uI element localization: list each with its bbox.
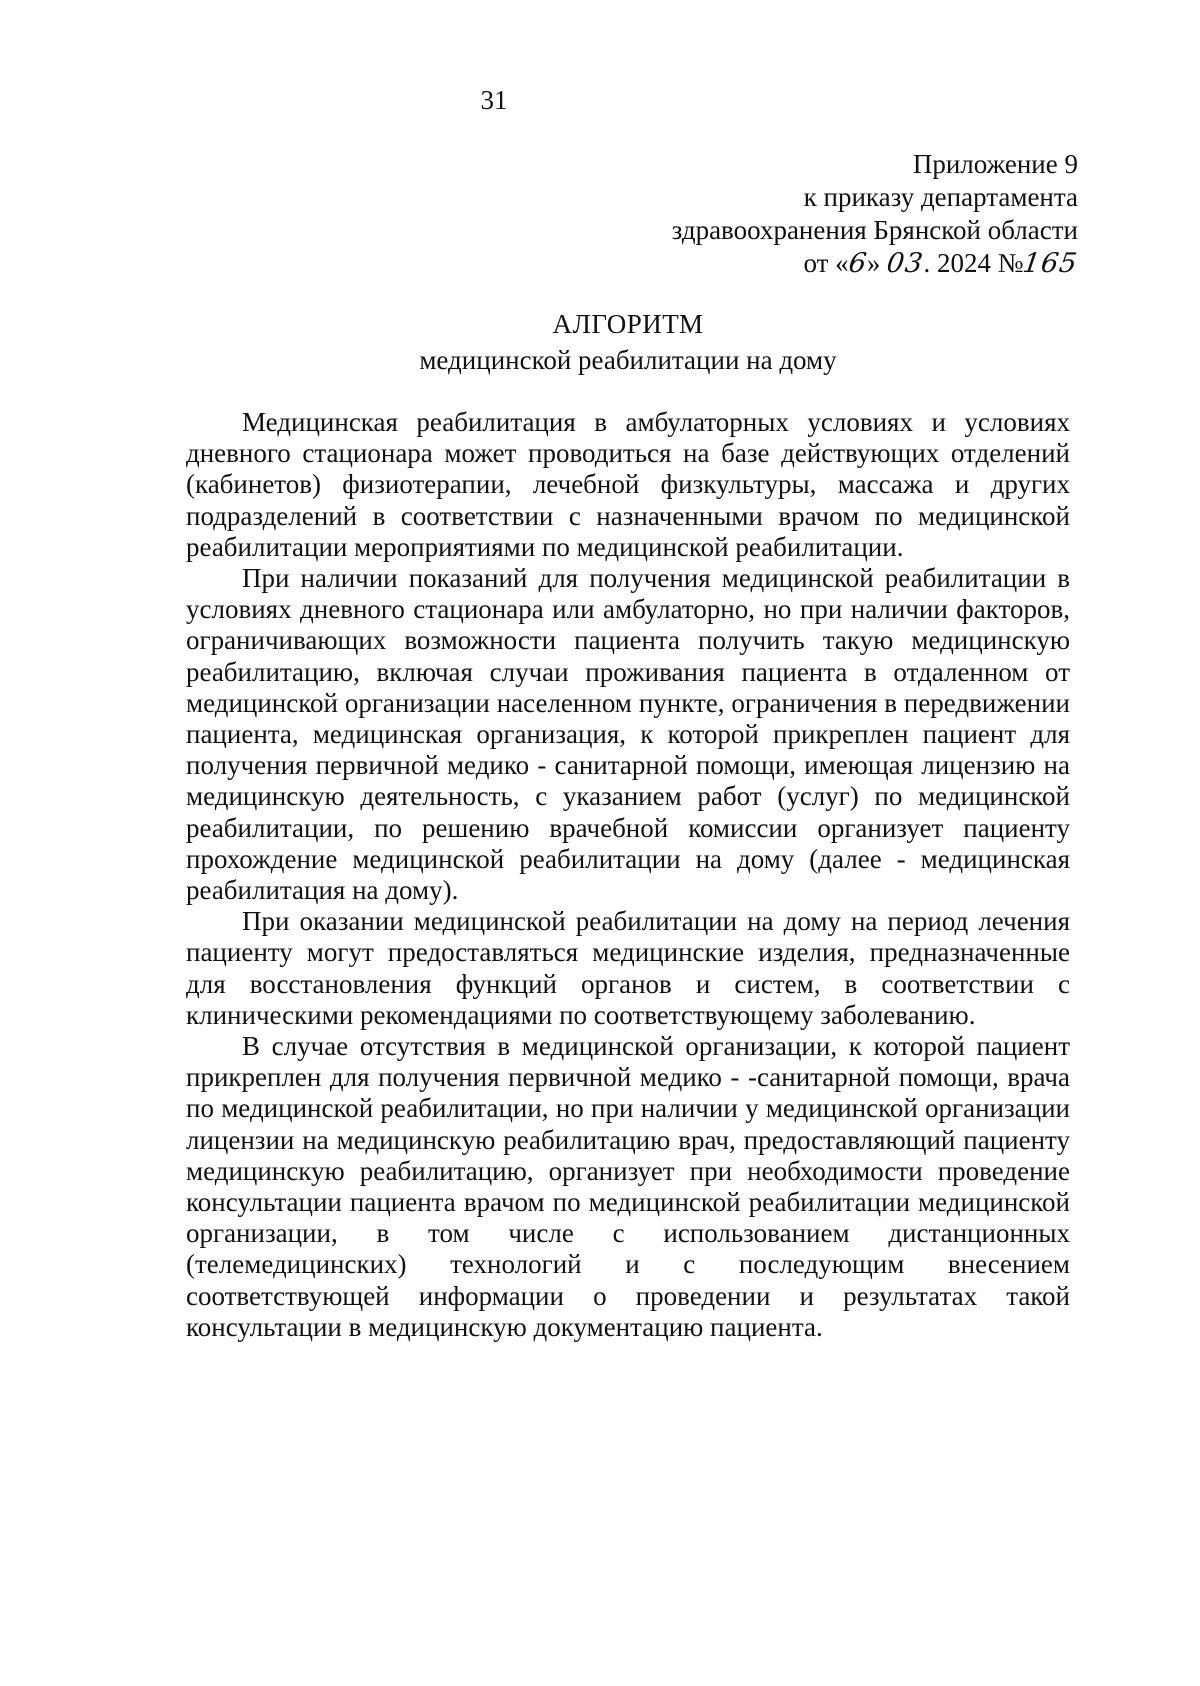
- appendix-header: [671, 148, 1081, 280]
- appendix-date-line: [672, 247, 1081, 280]
- title-block: [186, 306, 1070, 378]
- paragraph: При наличии показаний для получения медицинской реабилитации в условиях дневного стационара или амбулаторно, но при наличии факторов, ограничивающих возможности пациента получить такую медицинскую реабилитацию, включая случаи проживания пациента в отдаленном от медицинской организации населенном пункте, ограничения в передвижении пациента, медицинская организация, к которой прикреплен пациент для получения первичной медико - санитарной помощи, имеющая лицензию на медицинскую деятельность, с указанием работ (услуг) по медицинской реабилитации, по решению врачебной комиссии организует пациенту прохождение медицинской реабилитации на дому (далее - медицинская реабилитация на дому).: [186, 563, 1070, 906]
- handwritten-month: 03: [884, 248, 926, 279]
- handwritten-order-number: 165: [1021, 248, 1081, 279]
- handwritten-day: 6: [846, 248, 870, 279]
- date-year: . 2024 №: [923, 248, 1024, 278]
- appendix-department: здравоохранения Брянской области: [671, 215, 1078, 245]
- paragraph: Медицинская реабилитация в амбулаторных условиях и условиях дневного стационара может проводиться на базе действующих отделений (кабинетов) физиотерапии, лечебной физкультуры, массажа и других подразделений в соответствии с назначенными врачом по медицинской реабилитации мероприятиями по медицинской реабилитации.: [186, 407, 1070, 562]
- appendix-order-ref: к приказу департамента: [803, 182, 1078, 212]
- page-number: 31: [480, 85, 508, 115]
- paragraph: При оказании медицинской реабилитации на дому на период лечения пациенту могут предоставляться медицинские изделия, предназначенные для восстановления функций органов и систем, в соответствии с клиническими рекомендациями по соответствующему заболеванию.: [186, 906, 1070, 1030]
- document-title: АЛГОРИТМ: [552, 309, 704, 339]
- date-prefix: от «: [803, 248, 849, 278]
- document-subtitle: медицинской реабилитации на дому: [419, 345, 837, 375]
- body-text: [186, 407, 1070, 1343]
- date-mid: »: [866, 248, 888, 278]
- appendix-title: Приложение 9: [912, 149, 1078, 179]
- paragraph: В случае отсутствия в медицинской организации, к которой пациент прикреплен для получения первичной медико - -санитарной помощи, врача по медицинской реабилитации, но при наличии у медицинской организации лицензии на медицинскую реабилитацию врач, предоставляющий пациенту медицинскую реабилитацию, организует при необходимости проведение консультации пациента врачом по медицинской реабилитации медицинской организации, в том числе с использованием дистанционных (телемедицинских) технологий и с последующим внесением соответствующей информации о проведении и результатах такой консультации в медицинскую документацию пациента.: [186, 1031, 1070, 1342]
